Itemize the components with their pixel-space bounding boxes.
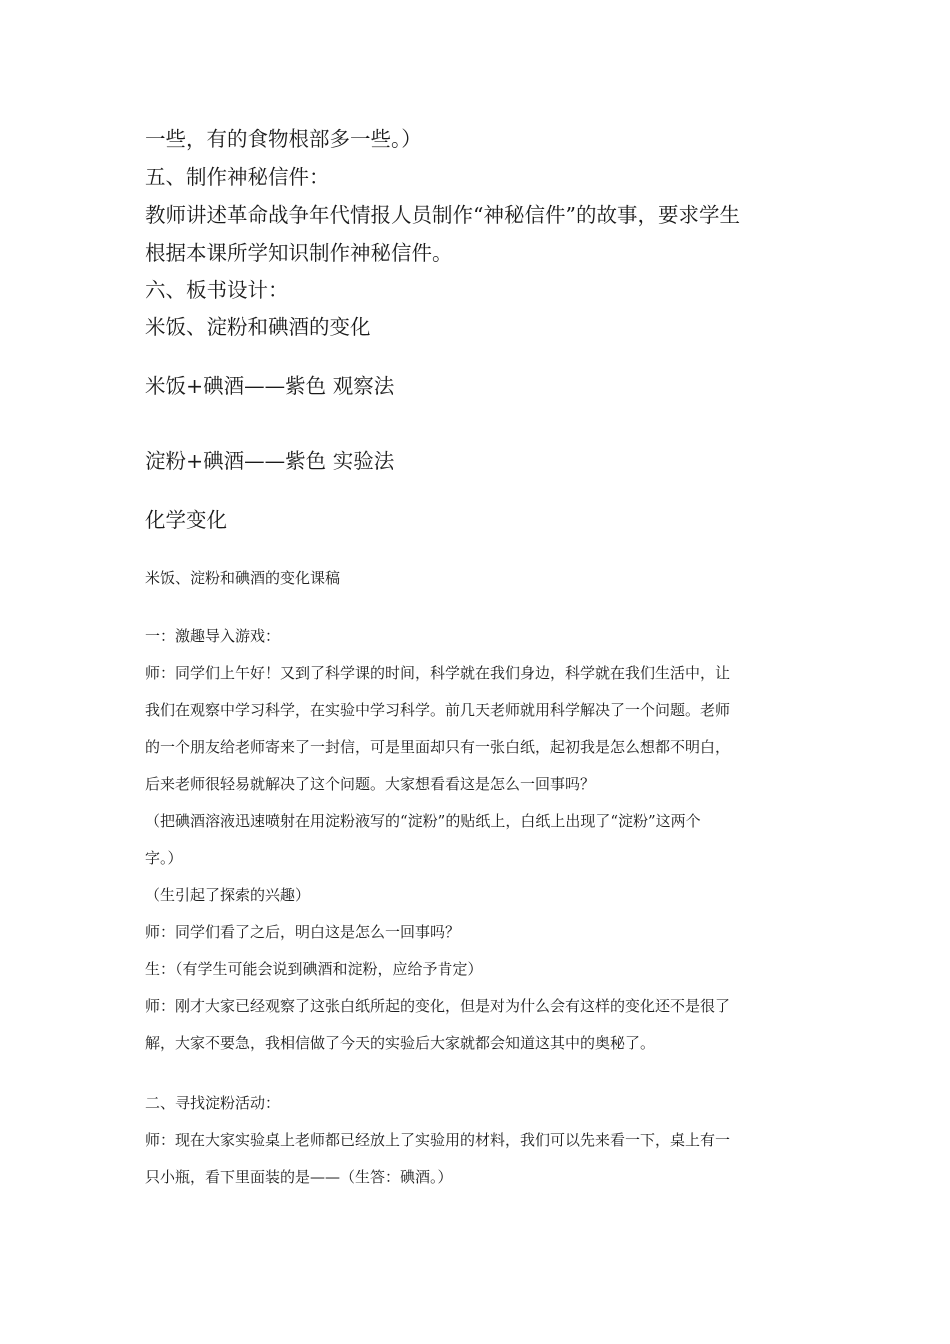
text-line: 师：同学们看了之后，明白这是怎么一回事吗？ bbox=[145, 923, 461, 941]
board-title: 米饭、淀粉和碘酒的变化 bbox=[145, 315, 371, 339]
text-line: 一些，有的食物根部多一些。） bbox=[145, 127, 422, 151]
text-line: 的一个朋友给老师寄来了一封信，可是里面却只有一张白纸，起初我是怎么想都不明白， bbox=[145, 738, 731, 756]
board-line-chemical-change: 化学变化 bbox=[145, 508, 227, 532]
text-line: 只小瓶，看下里面装的是——（生答：碘酒。） bbox=[145, 1168, 453, 1186]
section-heading-6: 六、板书设计： bbox=[145, 278, 289, 302]
text-line: （生引起了探索的兴趣） bbox=[145, 886, 311, 904]
text-line: 根据本课所学知识制作神秘信件。 bbox=[145, 241, 453, 265]
text-line: 师：现在大家实验桌上老师都已经放上了实验用的材料，我们可以先来看一下，桌上有一 bbox=[145, 1131, 731, 1149]
text-line: 字。） bbox=[145, 849, 183, 867]
part2-heading: 二、寻找淀粉活动： bbox=[145, 1094, 281, 1112]
text-line: （把碘酒溶液迅速喷射在用淀粉液写的“淀粉”的贴纸上，白纸上出现了“淀粉”这两个 bbox=[145, 812, 701, 830]
board-line-starch: 淀粉+碘酒——紫色 实验法 bbox=[145, 449, 395, 473]
part1-heading: 一：激趣导入游戏： bbox=[145, 627, 281, 645]
lecture-title: 米饭、淀粉和碘酒的变化课稿 bbox=[145, 569, 341, 587]
board-line-rice: 米饭+碘酒——紫色 观察法 bbox=[145, 374, 395, 398]
section-heading-5: 五、制作神秘信件： bbox=[145, 165, 330, 189]
text-line: 后来老师很轻易就解决了这个问题。大家想看看这是怎么一回事吗？ bbox=[145, 775, 596, 793]
text-line: 解，大家不要急，我相信做了今天的实验后大家就都会知道这其中的奥秘了。 bbox=[145, 1034, 656, 1052]
text-line: 生：（有学生可能会说到碘酒和淀粉，应给予肯定） bbox=[145, 960, 483, 978]
text-line: 我们在观察中学习科学，在实验中学习科学。前几天老师就用科学解决了一个问题。老师 bbox=[145, 701, 731, 719]
text-line: 师：同学们上午好！又到了科学课的时间，科学就在我们身边，科学就在我们生活中，让 bbox=[145, 664, 731, 682]
text-line: 师：刚才大家已经观察了这张白纸所起的变化，但是对为什么会有这样的变化还不是很了 bbox=[145, 997, 731, 1015]
text-line: 教师讲述革命战争年代情报人员制作“神秘信件”的故事，要求学生 bbox=[145, 203, 740, 227]
